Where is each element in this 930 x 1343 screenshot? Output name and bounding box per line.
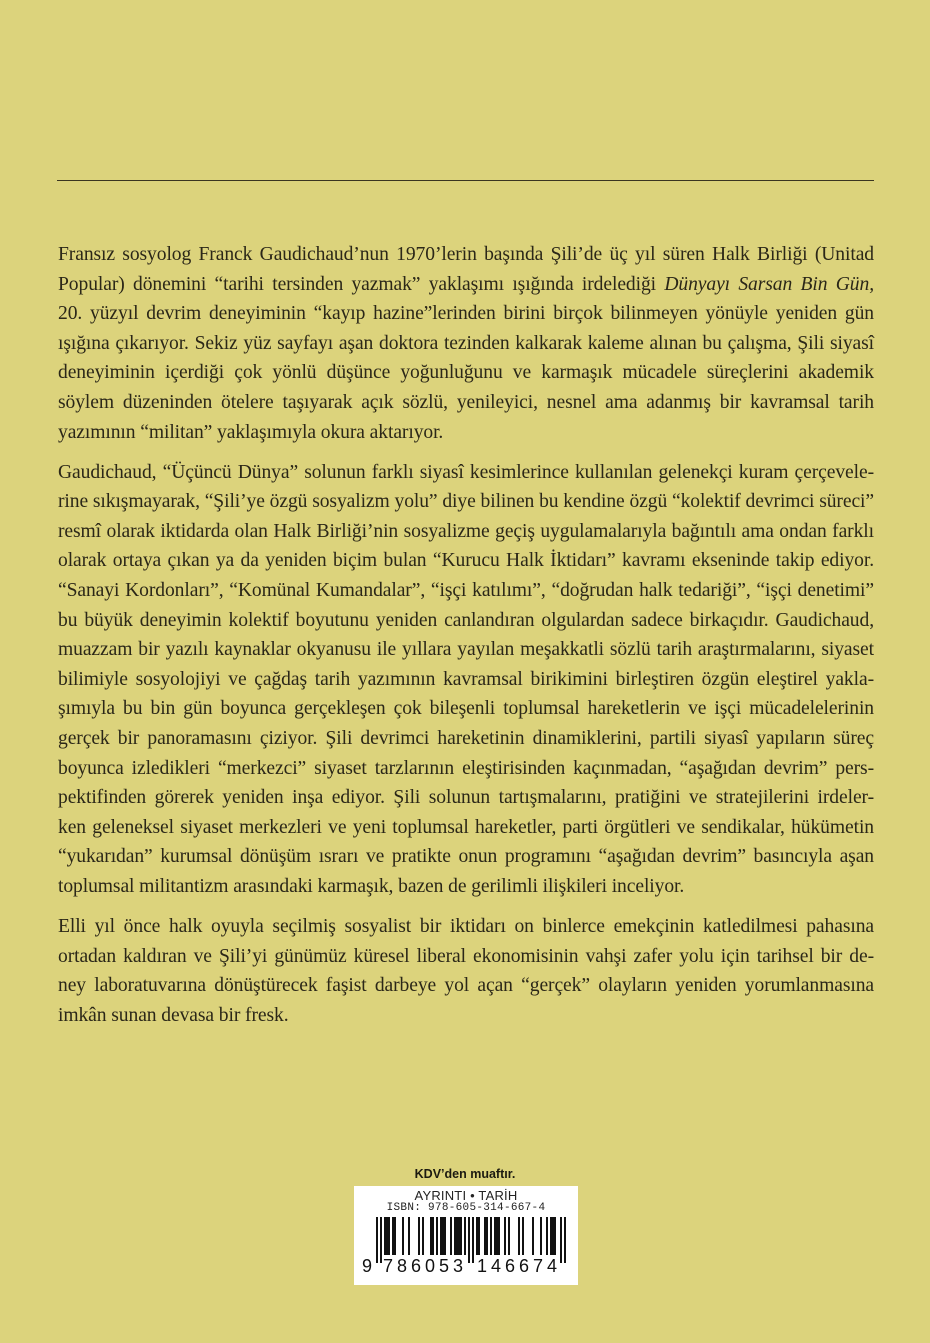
blurb-line: bu büyük deneyimin kolektif boyutunu yeniden canlandıran olgulardan sadece birkaçıdır. Gaudichaud, [58,609,874,631]
barcode-bar [546,1217,548,1255]
blurb-line: 20. yüzyıl devrim deneyiminin “kayıp hazine”lerinden birini birçok bilinmeyen yönüyle yeniden gün [58,303,874,325]
blurb-line: gerçek bir panoramasını çiziyor. Şili devrimci hareketinin dinamiklerini, partili siyasî yapıların süreç [58,728,874,749]
barcode-bar [422,1217,424,1255]
blurb-line: Fransız sosyolog Franck Gaudichaud’nun 1970’lerin başında Şili’de üç yıl süren Halk Birliği (Unitad [58,244,874,265]
barcode-bar [450,1217,452,1255]
barcode-digit: 4 [491,1256,502,1276]
barcode-bar [380,1217,382,1263]
barcode-bar [376,1217,378,1263]
back-cover-blurb [58,240,874,1041]
barcode-bar [532,1217,534,1255]
barcode-bar [486,1217,488,1255]
blurb-line: “Sanayi Kordonları”, “Komünal Kumandalar”, “işçi katılımı”, “doğrudan halk tedariği”, “işçi denetimi” [58,580,874,602]
barcode-bar [418,1217,420,1255]
barcode-bar [436,1217,438,1255]
blurb-line: söylem düzeninden ötelere taşıyarak açık sözlü, yenileyici, nesnel ama adanmış bir kavramsal tarih [58,391,874,413]
barcode-bar [468,1217,470,1263]
barcode-bar [458,1217,460,1255]
barcode-digit: 7 [383,1256,394,1276]
barcode-digit: 8 [397,1256,408,1276]
barcode-bar [494,1217,496,1255]
barcode-digit: 3 [453,1256,464,1276]
blurb-line [58,270,874,300]
barcode-bar [456,1217,458,1255]
barcode-digit: 7 [533,1256,544,1276]
blurb-line: resmî olarak iktidarda olan Halk Birliği’nin sosyalizme geçiş uygulamalarıyla bağıntılı ama ondan farklı [58,520,874,542]
barcode-bar [388,1217,390,1255]
barcode-digit: 6 [505,1256,516,1276]
publisher-series-label: AYRINTI • TARİH [414,1188,518,1203]
barcode-bar [522,1217,524,1255]
barcode-digit: 5 [439,1256,450,1276]
barcode-bar [386,1217,388,1255]
barcode-bar [392,1217,394,1255]
top-divider-line [57,180,874,181]
barcode-digit: 4 [547,1256,558,1276]
barcode-bar [440,1217,442,1255]
blurb-line: rine sıkışmayarak, “Şili’ye özgü sosyalizm yolu” diye bilinen bu kendine özgü “kolektif devrimci süreci” [58,491,874,513]
barcode-digit: 6 [411,1256,422,1276]
barcode-bar [484,1217,486,1255]
blurb-line: bilimiyle sosyolojiyi ve çağdaş tarih yazımının kavramsal birikimini birleştiren özgün eleştirel yakla- [58,668,874,690]
blurb-line: imkân sunan devasa bir fresk. [58,1004,289,1026]
barcode-bar [560,1217,562,1263]
barcode-digit: 6 [519,1256,530,1276]
barcode-bar [432,1217,434,1255]
barcode-bar [460,1217,462,1255]
book-title-italic: Dünyayı Sarsan Bin Gün, [664,273,874,295]
blurb-line: muazzam bir yazılı kaynaklar okyanusu ile yıllara yayılan meşakkatli sözlü tarih araştırmalarını, siyaset [58,639,874,661]
blurb-text: Popular) dönemini “tarihi tersinden yazmak” yaklaşımı ışığında irdelediği [58,273,665,295]
isbn-barcode-block [354,1186,578,1285]
blurb-line: deneyiminin içerdiği çok yönlü düşünce yoğunluğunu ve karmaşık mücadele süreçlerini akademik [58,362,874,384]
barcode-bar [472,1217,474,1263]
isbn-label: ISBN: 978-605-314-667-4 [386,1202,546,1214]
barcode-bar [444,1217,446,1255]
blurb-line: ney laboratuvarına dönüştürecek faşist darbeye yol açan “gerçek” olayların yeniden yorumlanmasına [58,975,874,997]
barcode-bar [550,1217,552,1255]
blurb-line: Gaudichaud, “Üçüncü Dünya” solunun farklı siyasî kesimlerince kullanılan gelenekçi kuram çerçevele- [58,461,874,483]
blurb-line: ken geleneksel siyaset merkezleri ve yeni toplumsal hareketler, parti örgütleri ve sendikalar, hükümetin [58,816,874,838]
blurb-line: “yukarıdan” kurumsal dönüşüm ısrarı ve pratikte onun programını “aşağıdan devrim” basıncıyla aşan [58,846,874,868]
blurb-line: ışığına çıkarıyor. Sekiz yüz sayfayı aşan doktora tezinden kalkarak kaleme alınan bu çalışma, Şili siyasî [58,332,874,354]
blurb-line: Elli yıl önce halk oyuyla seçilmiş sosyalist bir iktidarı on binlerce emekçinin katledilmesi pahasına [58,916,874,938]
barcode-digit: 0 [425,1256,436,1276]
blurb-line: olarak ortaya çıkan ya da yeniden biçim bulan “Kurucu Halk İktidarı” kavramı ekseninde takip ediyor. [58,550,874,572]
barcode-bar [552,1217,554,1255]
barcode-bar [476,1217,478,1255]
barcode-digit: 1 [477,1256,488,1276]
barcode-bar [408,1217,410,1255]
barcode-bar [498,1217,500,1255]
barcode-bar [464,1217,466,1255]
barcode-bar [478,1217,480,1255]
barcode-bar [454,1217,456,1255]
barcode-digit: 9 [362,1256,373,1276]
barcode-bar [430,1217,432,1255]
barcode-bar [508,1217,510,1255]
blurb-line: boyunca izledikleri “merkezci” siyaset tarzlarının eleştirisinden kaçınmadan, “aşağıdan devrim” pers- [58,757,874,779]
blurb-paragraph-3 [58,912,874,1030]
barcode-bar [490,1217,492,1255]
barcode-bar [540,1217,542,1255]
blurb-line: pektifinden görerek yeniden inşa ediyor. Şili solunun tartışmalarını, pratiğini ve stratejilerini irdeler- [58,787,874,809]
barcode-bar [518,1217,520,1255]
blurb-line: ortadan kaldıran ve Şili’yi günümüz küresel liberal ekonomisinin vahşi zafer yolu için tarihsel bir de- [58,945,874,967]
barcode-bar [554,1217,556,1255]
barcode-bar [394,1217,396,1255]
barcode-bar [496,1217,498,1255]
barcode-bar [442,1217,444,1255]
blurb-paragraph-2 [58,458,874,902]
barcode-bar [564,1217,566,1263]
barcode-bar [504,1217,506,1255]
blurb-line: toplumsal militantizm arasındaki karmaşık, bazen de gerilimli ilişkileri inceliyor. [58,875,685,897]
blurb-line: şımıyla bu bin gün boyunca gerçekleşen çok bileşenli toplumsal hareketlerin ve işçi mücadelelerinin [58,698,874,720]
barcode-bar [384,1217,386,1255]
barcode-bar [402,1217,404,1255]
tax-exempt-note: KDV’den muaftır. [414,1167,516,1181]
blurb-paragraph-1 [58,240,874,447]
blurb-line: yazımının “militan” yaklaşımıyla okura aktarıyor. [58,421,444,443]
